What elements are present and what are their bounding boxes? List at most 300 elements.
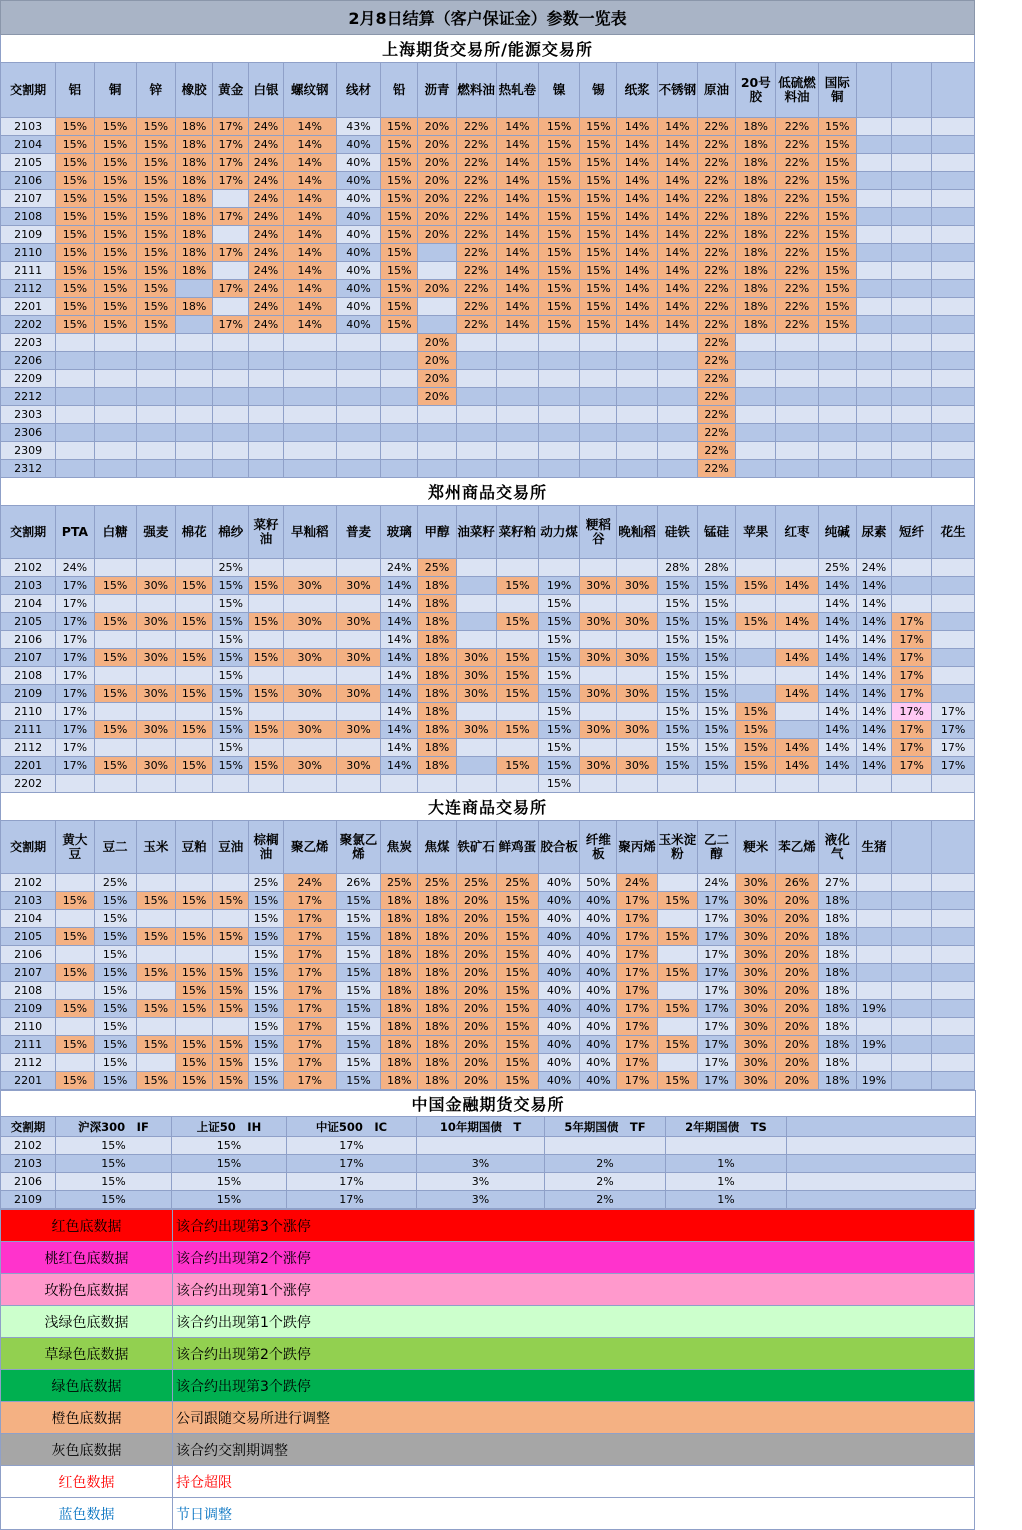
margin-cell (249, 388, 283, 406)
margin-cell: 15% (94, 1072, 136, 1090)
margin-cell: 40% (539, 982, 580, 1000)
legend-description: 该合约出现第1个跌停 (173, 1306, 975, 1338)
margin-cell (856, 1054, 891, 1072)
margin-cell: 15% (136, 190, 175, 208)
margin-cell (617, 775, 657, 793)
margin-cell (892, 559, 932, 577)
margin-cell (932, 136, 975, 154)
margin-cell: 15% (175, 892, 212, 910)
margin-cell: 30% (136, 649, 175, 667)
margin-cell: 30% (736, 946, 776, 964)
margin-cell: 20% (418, 118, 456, 136)
margin-cell (496, 703, 538, 721)
margin-cell (249, 559, 283, 577)
margin-cell: 15% (175, 1036, 212, 1054)
margin-cell (856, 370, 891, 388)
margin-cell: 15% (136, 118, 175, 136)
product-header: 鲜鸡蛋 (496, 821, 538, 874)
delivery-period-cell: 2105 (1, 613, 56, 631)
margin-cell: 17% (283, 1018, 336, 1036)
margin-cell (496, 424, 538, 442)
margin-cell: 17% (617, 1000, 657, 1018)
margin-cell (136, 910, 175, 928)
margin-cell: 14% (283, 226, 336, 244)
table-row (1, 1137, 976, 1155)
margin-cell (94, 631, 136, 649)
margin-cell: 15% (136, 280, 175, 298)
margin-cell (580, 559, 617, 577)
margin-cell: 15% (336, 1054, 380, 1072)
margin-cell (418, 406, 456, 424)
margin-cell: 15% (539, 262, 580, 280)
margin-cell: 15% (249, 613, 283, 631)
margin-cell: 15% (818, 262, 856, 280)
delivery-period-header: 交割期 (1, 63, 56, 118)
margin-cell: 14% (856, 739, 891, 757)
margin-cell: 15% (94, 316, 136, 334)
margin-cell: 15% (496, 1072, 538, 1090)
table-row (1, 460, 975, 478)
table-row (1, 1173, 976, 1191)
margin-cell (456, 559, 496, 577)
product-header: 纸浆 (617, 63, 657, 118)
margin-cell (496, 595, 538, 613)
margin-cell: 20% (456, 982, 496, 1000)
margin-cell: 14% (856, 631, 891, 649)
margin-cell (136, 775, 175, 793)
margin-cell (175, 910, 212, 928)
product-header (856, 63, 891, 118)
margin-cell: 1% (666, 1191, 787, 1209)
margin-cell: 17% (892, 739, 932, 757)
margin-cell: 17% (213, 208, 249, 226)
margin-cell: 18% (818, 982, 856, 1000)
margin-cell (175, 316, 212, 334)
margin-cell (776, 595, 818, 613)
margin-cell: 18% (381, 1054, 418, 1072)
margin-cell: 14% (496, 262, 538, 280)
margin-cell: 15% (56, 262, 94, 280)
margin-cell: 15% (213, 982, 249, 1000)
margin-cell: 15% (94, 1000, 136, 1018)
margin-cell: 15% (213, 928, 249, 946)
margin-cell (175, 406, 212, 424)
table-row (1, 1018, 975, 1036)
margin-cell (932, 154, 975, 172)
margin-cell (932, 190, 975, 208)
margin-cell: 15% (136, 136, 175, 154)
margin-cell: 14% (818, 757, 856, 775)
margin-cell: 17% (697, 982, 735, 1000)
delivery-period-cell: 2105 (1, 154, 56, 172)
product-header: 玉米 (136, 821, 175, 874)
margin-cell: 17% (56, 703, 94, 721)
margin-cell (283, 775, 336, 793)
product-header: 铝 (56, 63, 94, 118)
margin-cell: 15% (213, 613, 249, 631)
margin-cell: 15% (539, 154, 580, 172)
margin-cell: 25% (381, 874, 418, 892)
margin-cell: 24% (249, 226, 283, 244)
margin-cell: 15% (381, 154, 418, 172)
delivery-period-cell: 2202 (1, 316, 56, 334)
margin-cell: 14% (381, 757, 418, 775)
margin-cell (94, 595, 136, 613)
margin-cell: 30% (736, 1072, 776, 1090)
margin-cell: 15% (249, 928, 283, 946)
margin-cell: 18% (418, 595, 456, 613)
margin-cell: 30% (580, 721, 617, 739)
table-row (1, 1036, 975, 1054)
margin-cell: 15% (818, 244, 856, 262)
table-row (1, 892, 975, 910)
product-header: 硅铁 (657, 506, 697, 559)
margin-cell (856, 208, 891, 226)
margin-cell: 14% (283, 262, 336, 280)
margin-cell: 15% (249, 910, 283, 928)
margin-cell (856, 460, 891, 478)
margin-cell: 18% (381, 1072, 418, 1090)
margin-cell: 17% (213, 154, 249, 172)
margin-cell: 22% (776, 316, 818, 334)
margin-cell (892, 154, 932, 172)
product-header: 焦炭 (381, 821, 418, 874)
margin-cell: 17% (213, 136, 249, 154)
margin-cell: 20% (776, 1018, 818, 1036)
margin-cell (617, 442, 657, 460)
margin-cell: 15% (539, 703, 580, 721)
delivery-period-cell: 2111 (1, 262, 56, 280)
margin-cell: 15% (336, 1000, 380, 1018)
margin-cell: 27% (818, 874, 856, 892)
margin-cell: 15% (56, 1137, 172, 1155)
delivery-period-cell: 2303 (1, 406, 56, 424)
margin-cell: 14% (283, 316, 336, 334)
margin-cell: 15% (56, 244, 94, 262)
margin-cell: 22% (776, 262, 818, 280)
margin-cell: 14% (657, 172, 697, 190)
product-header: 橡胶 (175, 63, 212, 118)
margin-cell: 17% (287, 1173, 417, 1191)
margin-cell (697, 775, 735, 793)
product-header: 5年期国债 TF (545, 1117, 666, 1137)
table-row (1, 1054, 975, 1072)
margin-cell (617, 370, 657, 388)
margin-cell: 30% (283, 649, 336, 667)
margin-cell: 15% (94, 982, 136, 1000)
margin-cell (617, 424, 657, 442)
table-row (1, 775, 975, 793)
margin-cell (580, 334, 617, 352)
margin-cell: 20% (776, 982, 818, 1000)
margin-cell: 15% (336, 1018, 380, 1036)
margin-cell: 18% (818, 1036, 856, 1054)
margin-cell (336, 388, 380, 406)
margin-cell: 30% (456, 667, 496, 685)
margin-cell (580, 442, 617, 460)
product-header: 玻璃 (381, 506, 418, 559)
product-header: 早籼稻 (283, 506, 336, 559)
margin-cell (892, 298, 932, 316)
margin-cell: 15% (818, 280, 856, 298)
margin-cell: 18% (736, 208, 776, 226)
table-row (1, 757, 975, 775)
margin-cell: 20% (776, 1036, 818, 1054)
margin-cell: 14% (283, 208, 336, 226)
margin-cell (249, 739, 283, 757)
margin-cell: 22% (697, 316, 735, 334)
margin-cell (856, 892, 891, 910)
margin-cell: 18% (381, 1036, 418, 1054)
legend-description: 持仓超限 (173, 1466, 975, 1498)
margin-cell: 18% (175, 208, 212, 226)
margin-cell (336, 703, 380, 721)
margin-cell: 15% (136, 928, 175, 946)
margin-cell (56, 1018, 94, 1036)
margin-cell (418, 424, 456, 442)
margin-cell: 40% (580, 1018, 617, 1036)
margin-cell (617, 631, 657, 649)
margin-cell (336, 460, 380, 478)
margin-cell (283, 334, 336, 352)
product-header: 10年期国债 T (417, 1117, 545, 1137)
table-row (1, 595, 975, 613)
margin-cell: 17% (283, 928, 336, 946)
margin-cell: 40% (539, 910, 580, 928)
margin-cell: 14% (283, 280, 336, 298)
table-row (1, 928, 975, 946)
table-row (1, 370, 975, 388)
margin-cell: 18% (418, 982, 456, 1000)
product-header: 聚丙烯 (617, 821, 657, 874)
margin-cell: 20% (418, 172, 456, 190)
margin-cell: 15% (213, 721, 249, 739)
margin-cell: 15% (336, 1036, 380, 1054)
margin-cell: 24% (283, 874, 336, 892)
margin-cell (283, 406, 336, 424)
margin-cell: 18% (818, 1000, 856, 1018)
margin-cell (175, 334, 212, 352)
margin-cell (787, 1173, 976, 1191)
margin-cell (818, 352, 856, 370)
margin-cell: 22% (456, 172, 496, 190)
margin-cell: 19% (539, 577, 580, 595)
margin-cell: 14% (381, 667, 418, 685)
margin-cell (539, 370, 580, 388)
margin-cell: 15% (580, 208, 617, 226)
margin-cell (776, 388, 818, 406)
margin-cell (136, 1054, 175, 1072)
margin-cell (496, 352, 538, 370)
margin-cell (736, 334, 776, 352)
table-row (1, 964, 975, 982)
margin-cell: 15% (496, 964, 538, 982)
margin-cell: 17% (697, 1036, 735, 1054)
delivery-period-cell: 2105 (1, 928, 56, 946)
margin-cell: 15% (56, 892, 94, 910)
margin-cell: 40% (580, 928, 617, 946)
delivery-period-cell: 2106 (1, 631, 56, 649)
margin-cell: 20% (456, 1018, 496, 1036)
margin-cell (776, 559, 818, 577)
margin-cell (283, 739, 336, 757)
legend-label: 浅绿色底数据 (1, 1306, 173, 1338)
margin-cell: 18% (381, 1018, 418, 1036)
margin-cell: 14% (776, 649, 818, 667)
product-header: 镍 (539, 63, 580, 118)
margin-cell: 30% (736, 1000, 776, 1018)
product-header: 沪深300 IF (56, 1117, 172, 1137)
margin-cell: 17% (617, 964, 657, 982)
margin-cell: 14% (496, 280, 538, 298)
margin-cell: 15% (818, 136, 856, 154)
legend-label: 玫粉色底数据 (1, 1274, 173, 1306)
margin-cell (136, 631, 175, 649)
margin-cell: 30% (617, 757, 657, 775)
legend-label: 草绿色底数据 (1, 1338, 173, 1370)
margin-cell (932, 595, 975, 613)
margin-cell (539, 406, 580, 424)
margin-cell (856, 298, 891, 316)
product-header: 菜籽油 (249, 506, 283, 559)
margin-cell (336, 424, 380, 442)
margin-cell: 15% (496, 721, 538, 739)
margin-cell (136, 406, 175, 424)
margin-cell: 22% (456, 226, 496, 244)
margin-cell (136, 424, 175, 442)
margin-cell: 22% (776, 226, 818, 244)
margin-cell: 18% (736, 244, 776, 262)
margin-cell: 14% (657, 118, 697, 136)
margin-cell: 14% (617, 244, 657, 262)
margin-cell: 18% (736, 280, 776, 298)
margin-cell: 15% (213, 649, 249, 667)
margin-cell: 15% (56, 118, 94, 136)
legend-description: 该合约出现第3个跌停 (173, 1370, 975, 1402)
margin-cell: 14% (856, 649, 891, 667)
margin-cell: 15% (136, 1000, 175, 1018)
margin-cell: 14% (657, 316, 697, 334)
margin-cell: 30% (617, 721, 657, 739)
margin-cell: 22% (456, 316, 496, 334)
margin-cell: 30% (580, 649, 617, 667)
margin-cell: 17% (697, 1000, 735, 1018)
product-header: 锡 (580, 63, 617, 118)
margin-cell: 24% (249, 316, 283, 334)
margin-cell (175, 874, 212, 892)
product-header: 低硫燃料油 (776, 63, 818, 118)
margin-cell (892, 892, 932, 910)
margin-cell: 30% (456, 649, 496, 667)
margin-cell (932, 946, 975, 964)
margin-cell: 15% (172, 1137, 287, 1155)
margin-cell: 22% (456, 244, 496, 262)
product-header: 锰硅 (697, 506, 735, 559)
margin-cell (736, 388, 776, 406)
margin-cell: 14% (381, 685, 418, 703)
margin-cell (94, 442, 136, 460)
margin-cell (56, 424, 94, 442)
margin-cell: 17% (56, 577, 94, 595)
margin-cell: 17% (213, 280, 249, 298)
margin-cell (892, 595, 932, 613)
margin-cell: 20% (418, 280, 456, 298)
legend-row (1, 1434, 975, 1466)
margin-cell: 22% (697, 136, 735, 154)
margin-cell: 17% (283, 982, 336, 1000)
margin-cell (456, 631, 496, 649)
margin-cell (892, 460, 932, 478)
table-row (1, 118, 975, 136)
margin-cell (336, 559, 380, 577)
margin-cell: 15% (213, 1072, 249, 1090)
margin-cell: 15% (136, 316, 175, 334)
margin-cell: 15% (56, 280, 94, 298)
margin-cell: 20% (776, 1054, 818, 1072)
margin-cell: 20% (456, 946, 496, 964)
margin-cell (175, 739, 212, 757)
margin-cell: 15% (539, 649, 580, 667)
margin-cell: 15% (381, 118, 418, 136)
margin-cell (381, 370, 418, 388)
product-header: 热轧卷 (496, 63, 538, 118)
margin-cell (381, 334, 418, 352)
margin-cell: 19% (856, 1036, 891, 1054)
margin-cell: 15% (56, 154, 94, 172)
margin-cell (539, 388, 580, 406)
margin-cell: 15% (580, 262, 617, 280)
margin-cell: 30% (336, 613, 380, 631)
delivery-period-cell: 2201 (1, 757, 56, 775)
margin-cell (539, 559, 580, 577)
margin-cell (657, 982, 697, 1000)
margin-cell: 15% (172, 1155, 287, 1173)
margin-cell (776, 460, 818, 478)
margin-cell (249, 406, 283, 424)
margin-cell (932, 280, 975, 298)
margin-cell: 15% (818, 226, 856, 244)
margin-cell: 18% (818, 892, 856, 910)
margin-cell (545, 1137, 666, 1155)
margin-cell (892, 118, 932, 136)
margin-cell (617, 703, 657, 721)
margin-cell (456, 460, 496, 478)
legend-row (1, 1498, 975, 1530)
margin-cell: 15% (336, 964, 380, 982)
margin-cell: 30% (580, 613, 617, 631)
margin-cell (381, 352, 418, 370)
margin-cell: 14% (818, 685, 856, 703)
table-row (1, 154, 975, 172)
margin-cell: 15% (56, 226, 94, 244)
margin-cell: 18% (175, 172, 212, 190)
margin-cell: 30% (283, 757, 336, 775)
margin-cell: 18% (418, 1000, 456, 1018)
margin-cell: 15% (136, 892, 175, 910)
margin-cell (856, 964, 891, 982)
margin-cell: 15% (94, 757, 136, 775)
table-row (1, 226, 975, 244)
margin-cell: 14% (496, 136, 538, 154)
margin-cell (657, 946, 697, 964)
margin-cell: 17% (283, 892, 336, 910)
margin-cell: 22% (697, 226, 735, 244)
margin-cell: 14% (496, 316, 538, 334)
margin-cell: 15% (213, 631, 249, 649)
margin-cell: 15% (136, 244, 175, 262)
margin-cell (892, 442, 932, 460)
margin-cell: 18% (418, 892, 456, 910)
